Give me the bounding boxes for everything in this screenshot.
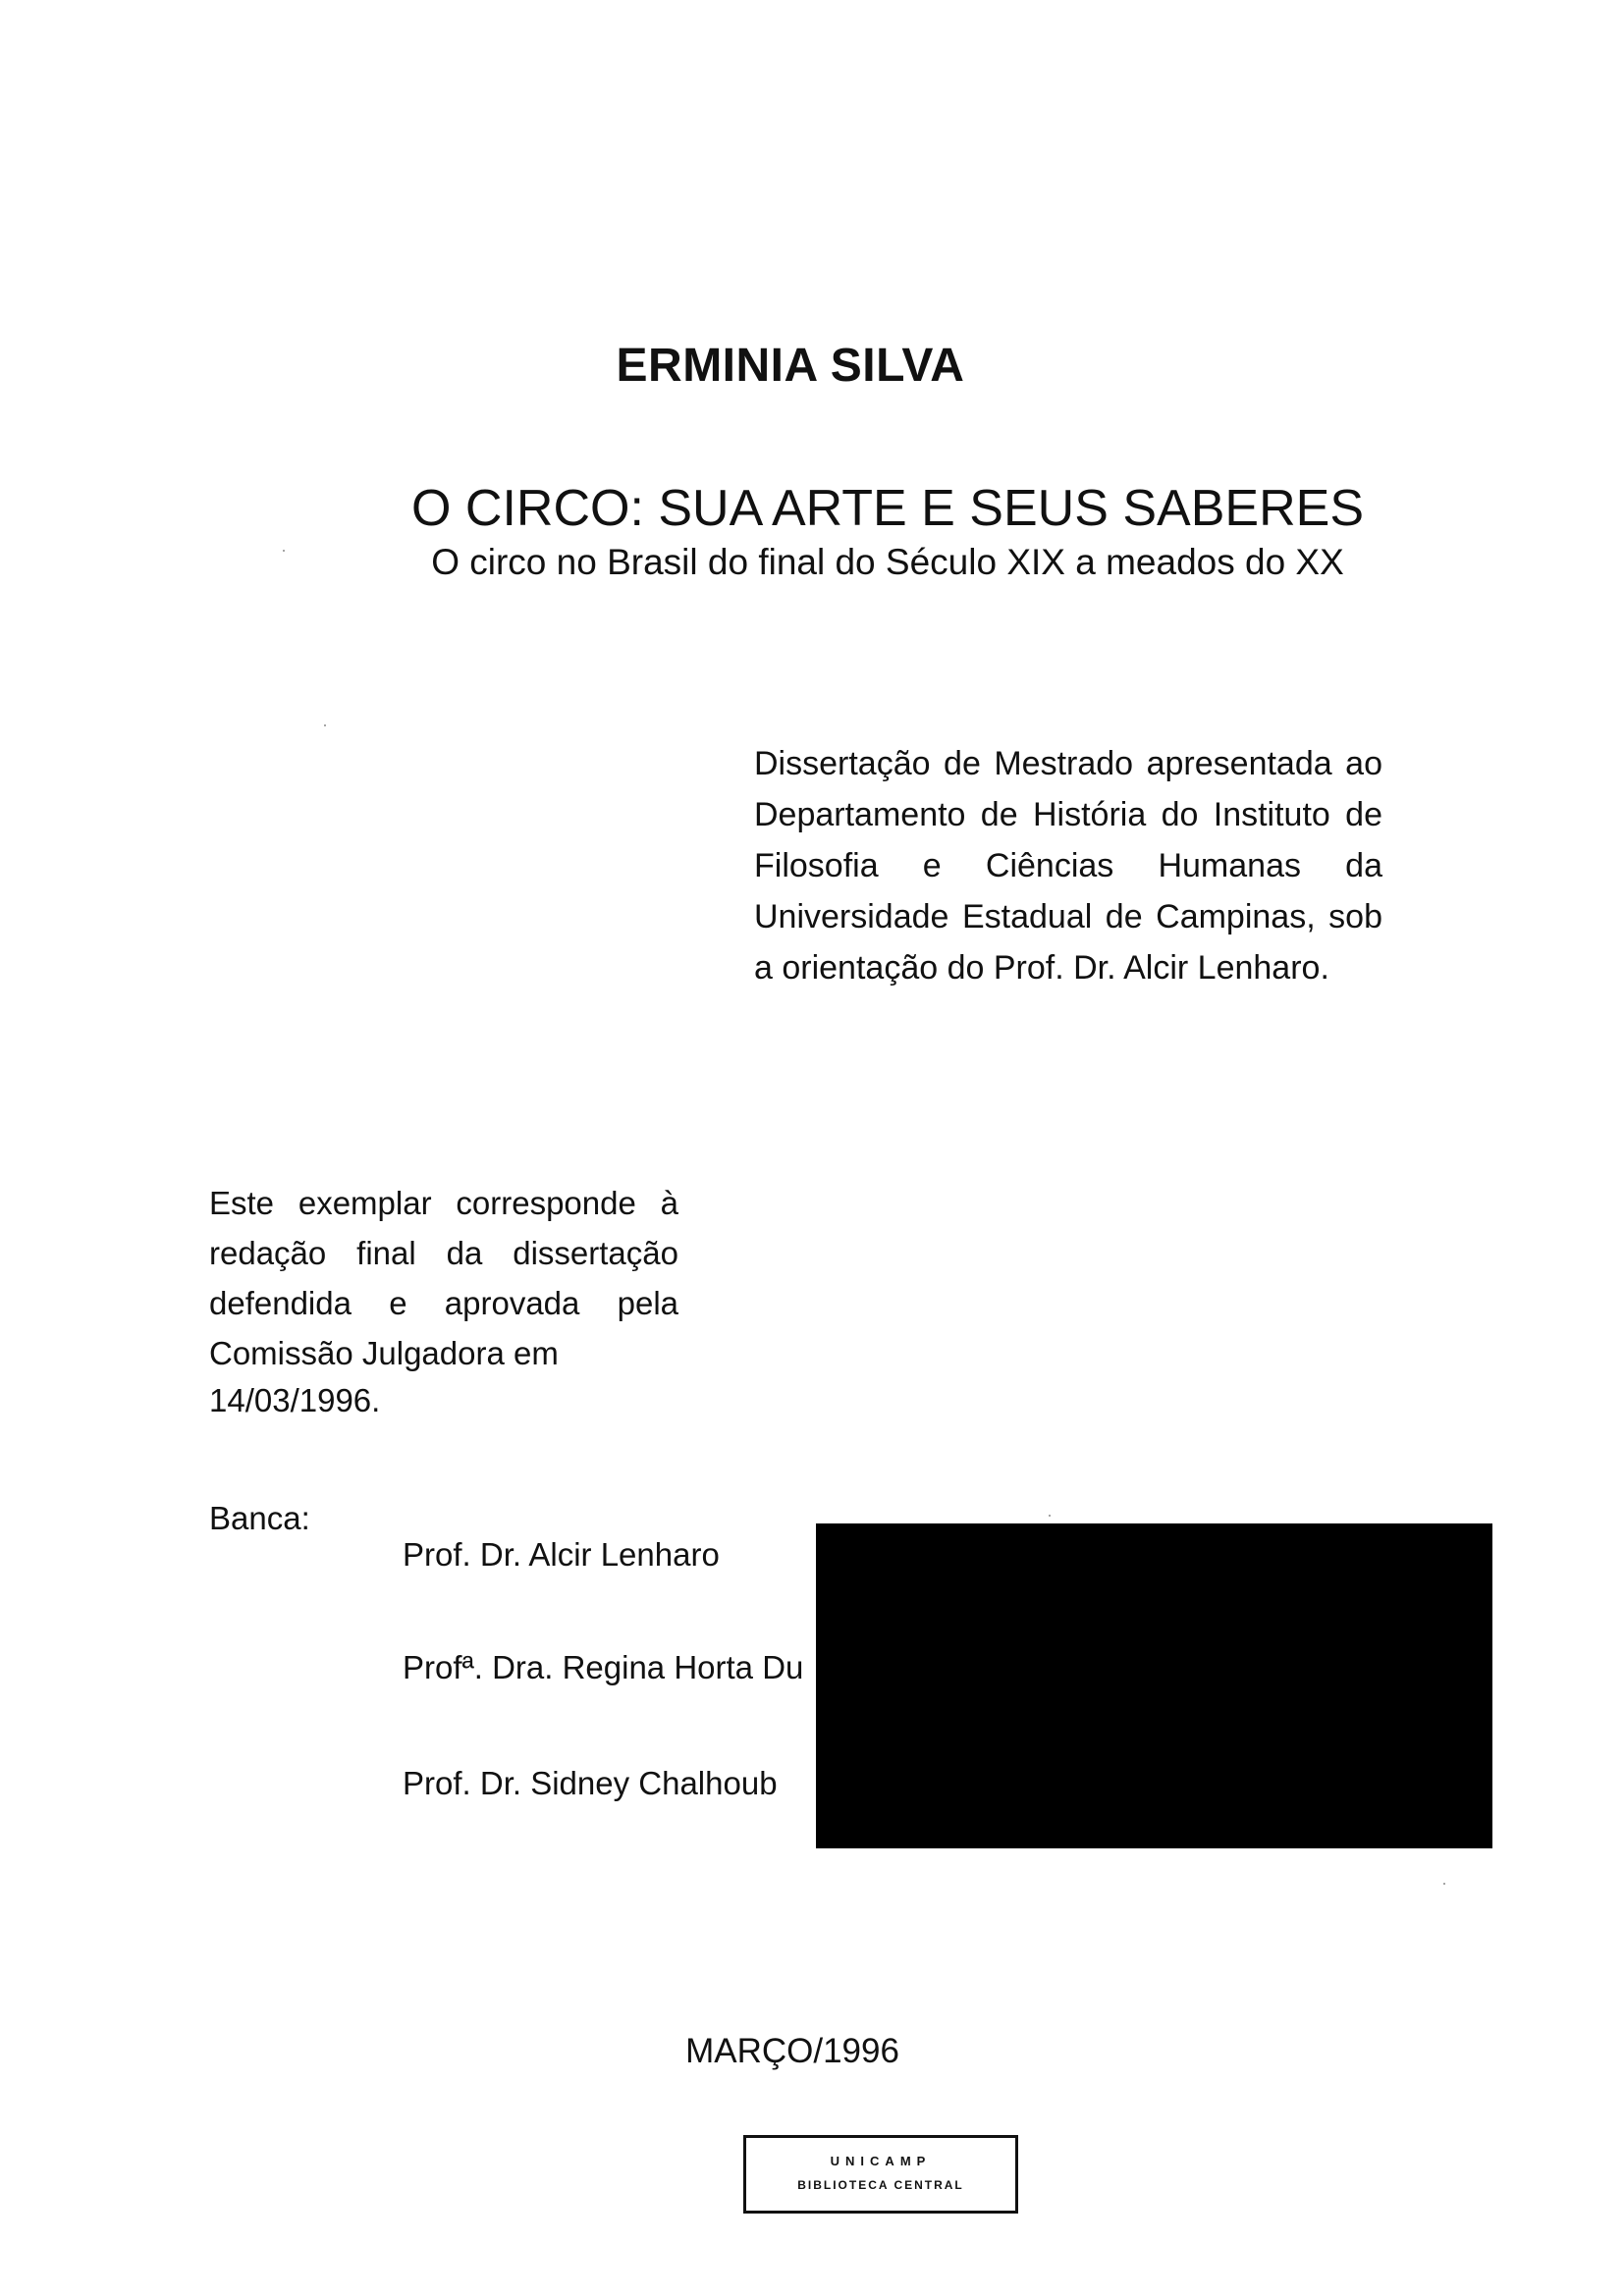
thesis-title: O CIRCO: SUA ARTE E SEUS SABERES — [411, 480, 1364, 537]
scan-speck — [1049, 1515, 1051, 1517]
approval-date: 14/03/1996. — [209, 1382, 381, 1418]
stamp-line-library: BIBLIOTECA CENTRAL — [797, 2178, 964, 2192]
banca-member: Profª. Dra. Regina Horta Du — [403, 1649, 804, 1685]
redaction-block — [816, 1523, 1492, 1848]
thesis-subtitle: O circo no Brasil do final do Século XIX a meados do XX — [431, 542, 1344, 582]
scan-speck — [283, 550, 285, 552]
author-name: ERMINIA SILVA — [616, 340, 965, 392]
library-stamp — [743, 2135, 1018, 2214]
banca-label: Banca: — [209, 1500, 310, 1536]
banca-member: Prof. Dr. Alcir Lenharo — [403, 1536, 720, 1573]
publication-date: MARÇO/1996 — [685, 2032, 899, 2070]
stamp-line-institution: UNICAMP — [830, 2154, 932, 2168]
approval-note: Este exemplar corresponde à redação final da dissertação defendida e aprovada pela Comissão Julgadora em — [209, 1185, 678, 1371]
scan-speck — [324, 724, 326, 726]
thesis-description: Dissertação de Mestrado apresentada ao Departamento de História do Instituto de Filosofia e Ciências Humanas da Universidade Estadual de Campinas, sob a orientação do Prof. Dr. Alcir Lenharo. — [754, 745, 1382, 987]
scan-speck — [1443, 1883, 1445, 1885]
banca-member: Prof. Dr. Sidney Chalhoub — [403, 1765, 778, 1801]
